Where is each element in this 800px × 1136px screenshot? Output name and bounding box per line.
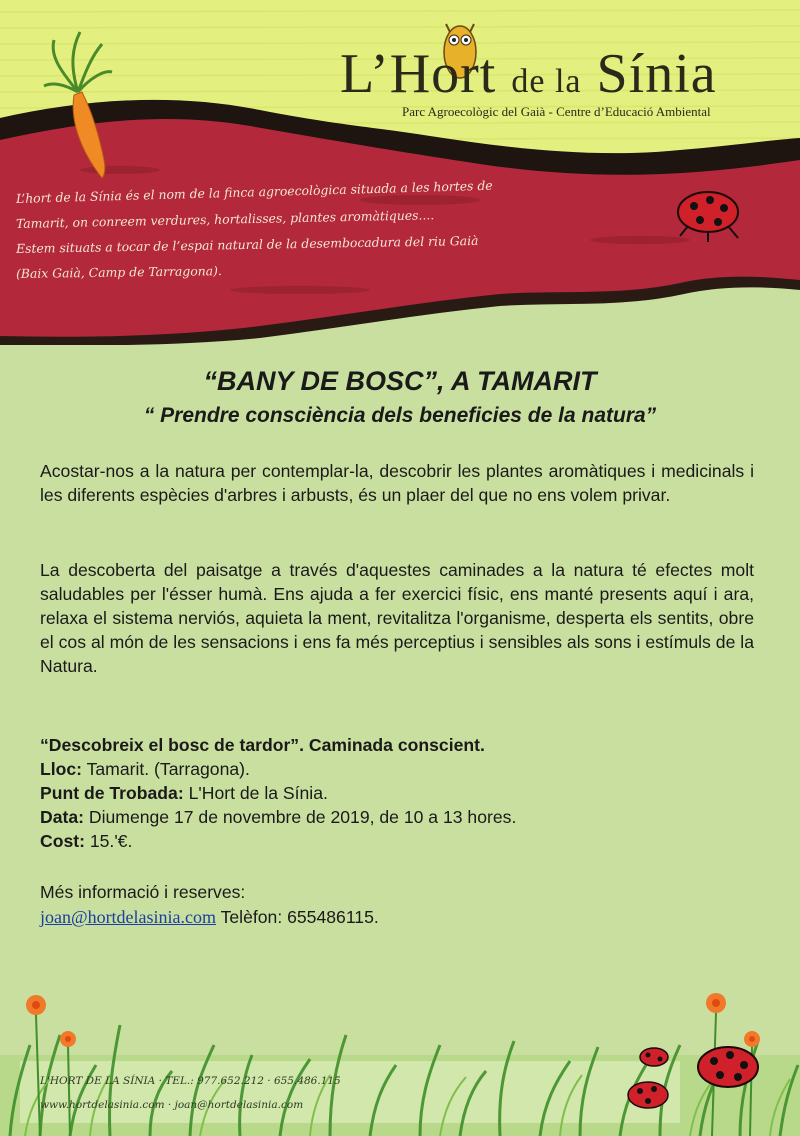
footer-web-line: www.hortdelasinia.com · joan@hortdelasinia.com (40, 1099, 304, 1111)
logo (340, 42, 790, 132)
logo-title (340, 42, 717, 106)
logo-title-part2: de la (511, 63, 582, 100)
ladybug-icon (640, 1048, 668, 1066)
ladybug-icon (628, 1082, 668, 1108)
logo-title-part1: L’Hort (340, 43, 497, 105)
ladybug-icon (698, 1047, 758, 1087)
event-meeting-label: Punt de Trobada: (40, 783, 184, 803)
email-link[interactable]: joan@hortdelasinia.com (40, 907, 217, 927)
contact-intro: Més informació i reserves: (40, 882, 246, 902)
event-meeting-point (40, 781, 516, 805)
event-place (40, 757, 516, 781)
event-heading: “Descobreix el bosc de tardor”. Caminada conscient. (40, 735, 485, 755)
page-subtitle: “ Prendre consciència dels beneficies de la natura” (143, 404, 657, 427)
intro-line: Estem situats a tocar de l’espai natural de la desembocadura del riu Gaià (15, 232, 479, 256)
paragraph-benefits: La descoberta del paisatge a través d'aquestes caminades a la natura té efectes molt saludables per l'ésser humà. Ens ajuda a fer exercici físic, ens manté presents aquí i ara, relaxa el sistema nerviós, aquieta la ment, revitalitza l'organisme, desperta els sentits, obre el cos al món de les sensacions i ens fa més perceptius i sensibles als sons i estímuls de la Natura. (40, 560, 754, 676)
event-cost-value: 15.'€. (84, 831, 133, 851)
event-place-label: Lloc: (40, 759, 83, 779)
event-date (40, 805, 516, 829)
page-title: “BANY DE BOSC”, A TAMARIT (203, 366, 597, 396)
event-details (40, 733, 516, 853)
contact-info (40, 880, 379, 930)
footer-contact-line: L'HORT DE LA SÍNIA · TEL.: 977.652.212 · 655.486.115 (40, 1075, 341, 1087)
footer-illustration (0, 975, 800, 1136)
logo-tagline: Parc Agroecològic del Gaià - Centre d’Educació Ambiental (402, 104, 711, 119)
intro-line: (Baix Gaià, Camp de Tarragona). (15, 263, 222, 281)
event-place-value: Tamarit. (Tarragona). (82, 759, 250, 779)
event-date-label: Data: (40, 807, 84, 827)
phone-text: Telèfon: 655486115. (216, 907, 379, 927)
paragraph-intro: Acostar-nos a la natura per contemplar-la, descobrir les plantes aromàtiques i medicinals i les diferents espècies d'arbres i arbusts, és un plaer del que no ens volem privar. (40, 461, 754, 505)
event-cost-label: Cost: (40, 831, 85, 851)
event-cost (40, 829, 516, 853)
intro-line: L’hort de la Sínia és el nom de la finca agroecològica situada a les hortes de (15, 177, 493, 206)
intro-line: Tamarit, on conreem verdures, hortalisses, plantes aromàtiques.... (15, 207, 435, 231)
logo-title-part3: Sínia (596, 43, 717, 105)
event-date-value: Diumenge 17 de novembre de 2019, de 10 a 13 hores. (84, 807, 517, 827)
intro-text (15, 177, 556, 286)
event-meeting-value: L'Hort de la Sínia. (183, 783, 328, 803)
